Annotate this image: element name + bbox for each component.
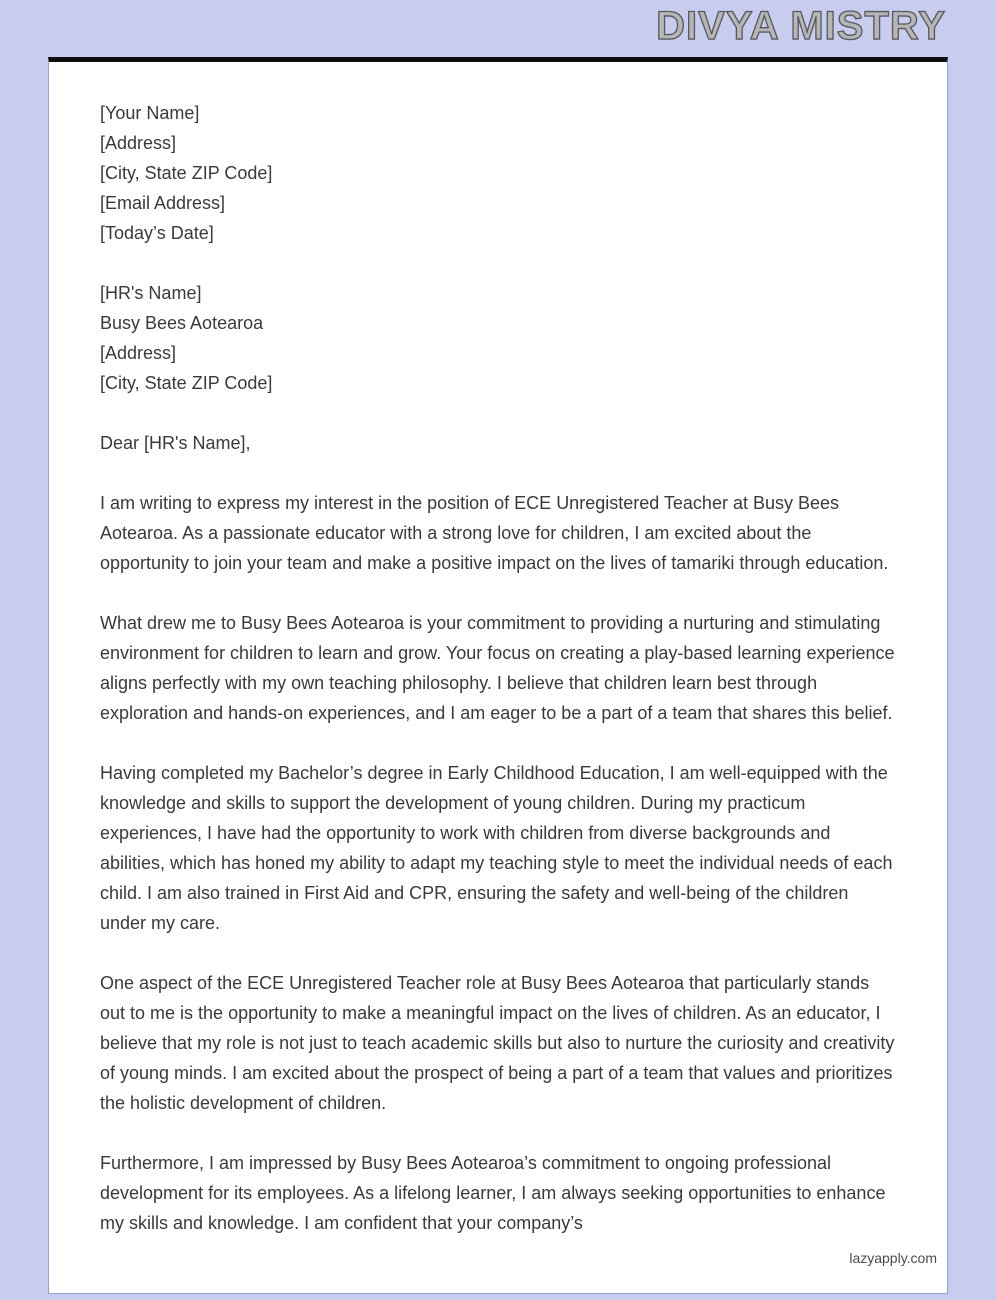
- sender-address-line: [Address]: [100, 133, 177, 153]
- sender-date-line: [Today’s Date]: [100, 223, 214, 243]
- paragraph-qualifications: Having completed my Bachelor’s degree in Early Childhood Education, I am well-equipped with the knowledge and skills to support the development of young children. During my practicum experiences, I have had the opportunity to work with children from diverse backgrounds and abilities, which has honed my ability to adapt my teaching style to meet the individual needs of each child. I am also trained in First Aid and CPR, ensuring the safety and well-being of the children under my care.: [100, 763, 893, 933]
- paragraph-intro: I am writing to express my interest in the position of ECE Unregistered Teacher at Busy Bees Aotearoa. As a passionate educator with a strong love for children, I am excited about the opportunity to join your team and make a positive impact on the lives of tamariki through education.: [100, 493, 889, 573]
- sender-email-line: [Email Address]: [100, 193, 226, 213]
- recipient-city-line: [City, State ZIP Code]: [100, 373, 273, 393]
- letter-body: [49, 62, 947, 1238]
- recipient-company-line: Busy Bees Aotearoa: [100, 313, 264, 333]
- paragraph-motivation: What drew me to Busy Bees Aotearoa is your commitment to providing a nurturing and stimulating environment for children to learn and grow. Your focus on creating a play-based learning experience aligns perfectly with my own teaching philosophy. I believe that children learn best through exploration and hands-on experiences, and I am eager to be a part of a team that shares this belief.: [100, 613, 895, 723]
- sender-city-line: [City, State ZIP Code]: [100, 163, 273, 183]
- paragraph-role-impact: One aspect of the ECE Unregistered Teacher role at Busy Bees Aotearoa that particularly stands out to me is the opportunity to make a meaningful impact on the lives of children. As an educator, I believe that my role is not just to teach academic skills but also to nurture the curiosity and creativity of young minds. I am excited about the prospect of being a part of a team that values and prioritizes the holistic development of children.: [100, 973, 895, 1113]
- letter-page: [48, 57, 948, 1294]
- paragraph-development: Furthermore, I am impressed by Busy Bees Aotearoa’s commitment to ongoing professional development for its employees. As a lifelong learner, I am always seeking opportunities to enhance my skills and knowledge. I am confident that your company’s: [100, 1153, 886, 1233]
- recipient-address-line: [Address]: [100, 343, 177, 363]
- brand-logo: DIVYA MISTRY: [656, 4, 946, 48]
- salutation: Dear [HR's Name],: [100, 433, 251, 453]
- recipient-name-line: [HR's Name]: [100, 283, 202, 303]
- recipient-block: [100, 278, 899, 398]
- sender-block: [100, 98, 899, 248]
- watermark: lazyapply.com: [849, 1250, 937, 1266]
- salutation-block: [100, 428, 899, 458]
- sender-name-line: [Your Name]: [100, 103, 200, 123]
